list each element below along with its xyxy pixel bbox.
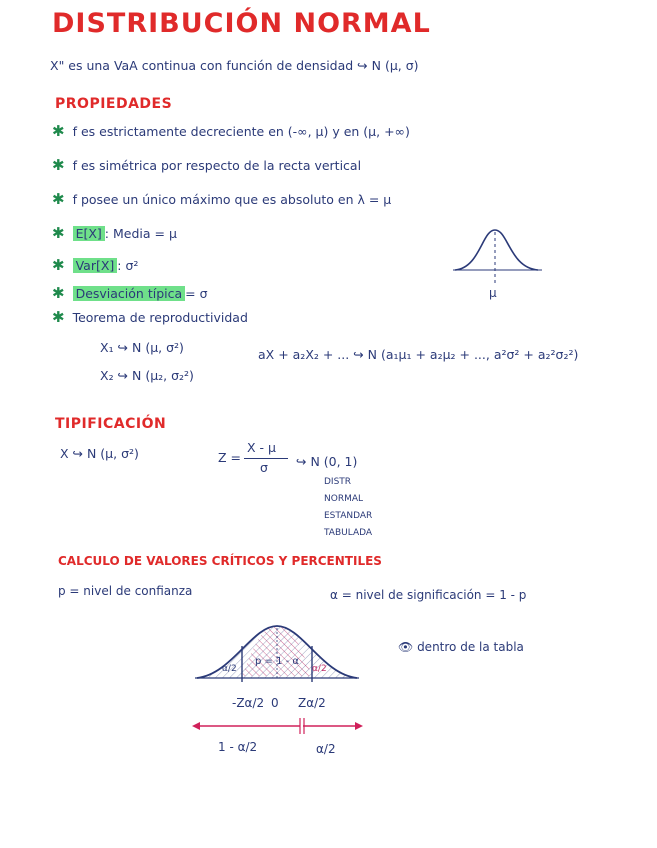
star-icon: ✱	[52, 122, 65, 140]
section-tipificacion: TIPIFICACIÓN	[55, 416, 167, 432]
star-icon: ✱	[52, 284, 65, 302]
z-note: TABULADA	[324, 528, 373, 538]
z-label: Z =	[218, 450, 242, 465]
x2-distribution: X₂ ↪ N (μ₂, σ₂²)	[100, 368, 194, 383]
p-definition: p = nivel de confianza	[58, 584, 193, 598]
star-icon: ✱	[52, 224, 65, 242]
p-area-label: p = 1 - α	[255, 656, 300, 667]
z-notes	[324, 474, 372, 542]
eye-icon: 👁	[398, 640, 414, 654]
alpha-definition: α = nivel de significación = 1 - p	[330, 588, 527, 602]
property-varianza: ✱ Var[X] : σ²	[52, 256, 139, 274]
property-item: ✱ f es estrictamente decreciente en (-∞, μ) y en (μ, +∞)	[52, 122, 410, 140]
page-title: DISTRIBUCIÓN NORMAL	[52, 8, 431, 39]
z-note: NORMAL	[324, 494, 364, 504]
property-teorema: ✱ Teorema de reproductividad	[52, 308, 248, 326]
star-icon: ✱	[52, 156, 65, 174]
z-note: DISTR	[324, 477, 352, 487]
x1-distribution: X₁ ↪ N (μ, σ²)	[100, 340, 184, 355]
z-denominator: σ	[260, 460, 268, 475]
mu-label: μ	[489, 286, 497, 300]
x-distribution: X ↪ N (μ, σ²)	[60, 446, 139, 461]
property-item: ✱ f es simétrica por respecto de la recta vertical	[52, 156, 362, 174]
highlight-desviacion: Desviación típica	[73, 286, 186, 301]
property-esperanza: ✱ E[X] : Media = μ	[52, 224, 177, 242]
intro-text: X" es una VaA continua con función de densidad ↪ N (μ, σ)	[50, 58, 419, 73]
bell-curve-small	[450, 222, 550, 302]
fraction-line	[244, 458, 288, 459]
star-icon: ✱	[52, 190, 65, 208]
z-numerator: X - μ	[247, 440, 276, 455]
tail-right-label: α/2	[312, 664, 327, 674]
z-note: ESTANDAR	[324, 511, 373, 521]
section-propiedades: PROPIEDADES	[55, 96, 173, 112]
dentro-tabla: 👁 dentro de la tabla	[398, 640, 524, 654]
star-icon: ✱	[52, 256, 65, 274]
neg-z-label: -Zα/2	[232, 696, 265, 710]
highlight-varianza: Var[X]	[73, 258, 118, 273]
tail-left-label: α/2	[222, 664, 237, 674]
linear-combination: aX + a₂X₂ + ... ↪ N (a₁μ₁ + a₂μ₂ + ..., a²σ² + a₂²σ₂²)	[258, 347, 579, 362]
z-result: ↪ N (0, 1)	[296, 454, 358, 469]
zero-label: 0	[271, 696, 279, 710]
pos-z-label: Zα/2	[298, 696, 326, 710]
section-calculo: CALCULO DE VALORES CRÍTICOS Y PERCENTILES	[58, 554, 382, 568]
property-desviacion: ✱ Desviación típica = σ	[52, 284, 208, 302]
range-arrows	[188, 712, 368, 742]
arrow-left-label: 1 - α/2	[218, 740, 258, 754]
arrow-right-label: α/2	[316, 742, 336, 756]
property-item: ✱ f posee un único máximo que es absoluto en λ = μ	[52, 190, 392, 208]
star-icon: ✱	[52, 308, 65, 326]
highlight-esperanza: E[X]	[73, 226, 105, 241]
